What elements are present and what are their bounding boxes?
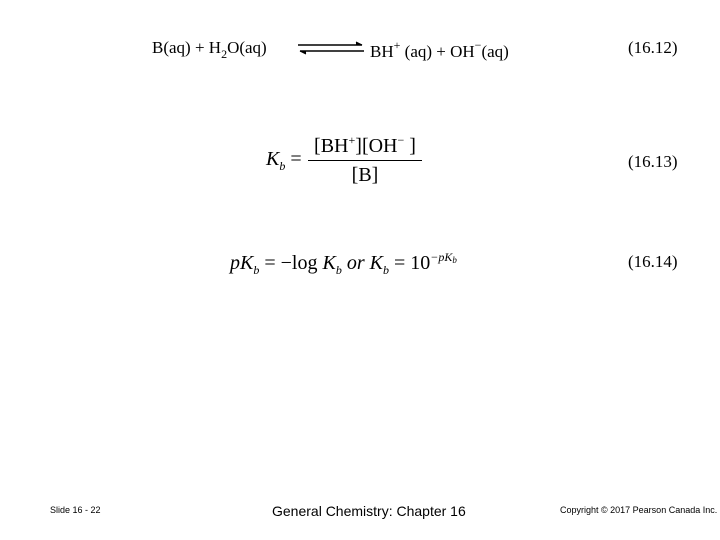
copyright-notice: Copyright © 2017 Pearson Canada Inc. bbox=[560, 505, 718, 515]
eq3-exp: −pK bbox=[430, 250, 453, 264]
eq3-exp-sub: b bbox=[452, 255, 457, 265]
eq1-left-sub: 2 bbox=[221, 47, 228, 61]
eq1-right-c: (aq) bbox=[481, 42, 509, 61]
eq3-k2: K bbox=[322, 252, 336, 274]
eq1-right-b: (aq) + OH bbox=[400, 42, 475, 61]
slide-number: Slide 16 - 22 bbox=[50, 505, 101, 515]
eq1-right-a-sup: + bbox=[393, 38, 401, 52]
eq3-eq-ten: = 10 bbox=[388, 252, 431, 274]
eq2-num-sup2: − bbox=[397, 133, 405, 147]
eq3-k2-sub: b bbox=[335, 263, 342, 277]
eq1-right-b-sup: − bbox=[474, 38, 482, 52]
equation-16-12-left bbox=[152, 38, 267, 62]
eq2-denominator: [B] bbox=[351, 164, 379, 187]
eq1-left-text: B(aq) + H bbox=[152, 38, 222, 57]
equation-number-16-12: (16.12) bbox=[628, 38, 678, 57]
eq3-pk-sub: b bbox=[253, 263, 260, 277]
footer-title: General Chemistry: Chapter 16 bbox=[272, 503, 466, 519]
eq3-or: or bbox=[341, 252, 370, 274]
equation-16-13-fraction bbox=[308, 133, 422, 187]
eq3-k3-sub: b bbox=[382, 263, 389, 277]
eq3-pk: pK bbox=[230, 252, 254, 274]
fraction-bar bbox=[308, 160, 422, 161]
equation-number-16-14: (16.14) bbox=[628, 252, 678, 271]
equation-number-16-13: (16.13) bbox=[628, 152, 678, 171]
equation-16-13-lhs bbox=[266, 148, 302, 174]
eq2-lhs-sub: b bbox=[279, 159, 286, 173]
eq2-equals: = bbox=[290, 148, 302, 170]
eq1-right-a: BH bbox=[370, 42, 394, 61]
eq2-num-c: ] bbox=[404, 135, 416, 157]
equation-16-12-right bbox=[370, 38, 509, 62]
eq1-left-tail: O(aq) bbox=[227, 38, 267, 57]
eq3-k3: K bbox=[369, 252, 383, 274]
eq2-num-a: [BH bbox=[314, 135, 349, 157]
eq3-eq-log: = −log bbox=[259, 252, 323, 274]
eq2-lhs-k: K bbox=[266, 148, 280, 170]
equation-16-14 bbox=[230, 250, 457, 278]
equilibrium-arrows-icon bbox=[296, 40, 366, 56]
eq2-numerator bbox=[314, 133, 416, 158]
eq2-num-sup1: + bbox=[348, 133, 356, 147]
eq2-num-b: ][OH bbox=[355, 135, 398, 157]
